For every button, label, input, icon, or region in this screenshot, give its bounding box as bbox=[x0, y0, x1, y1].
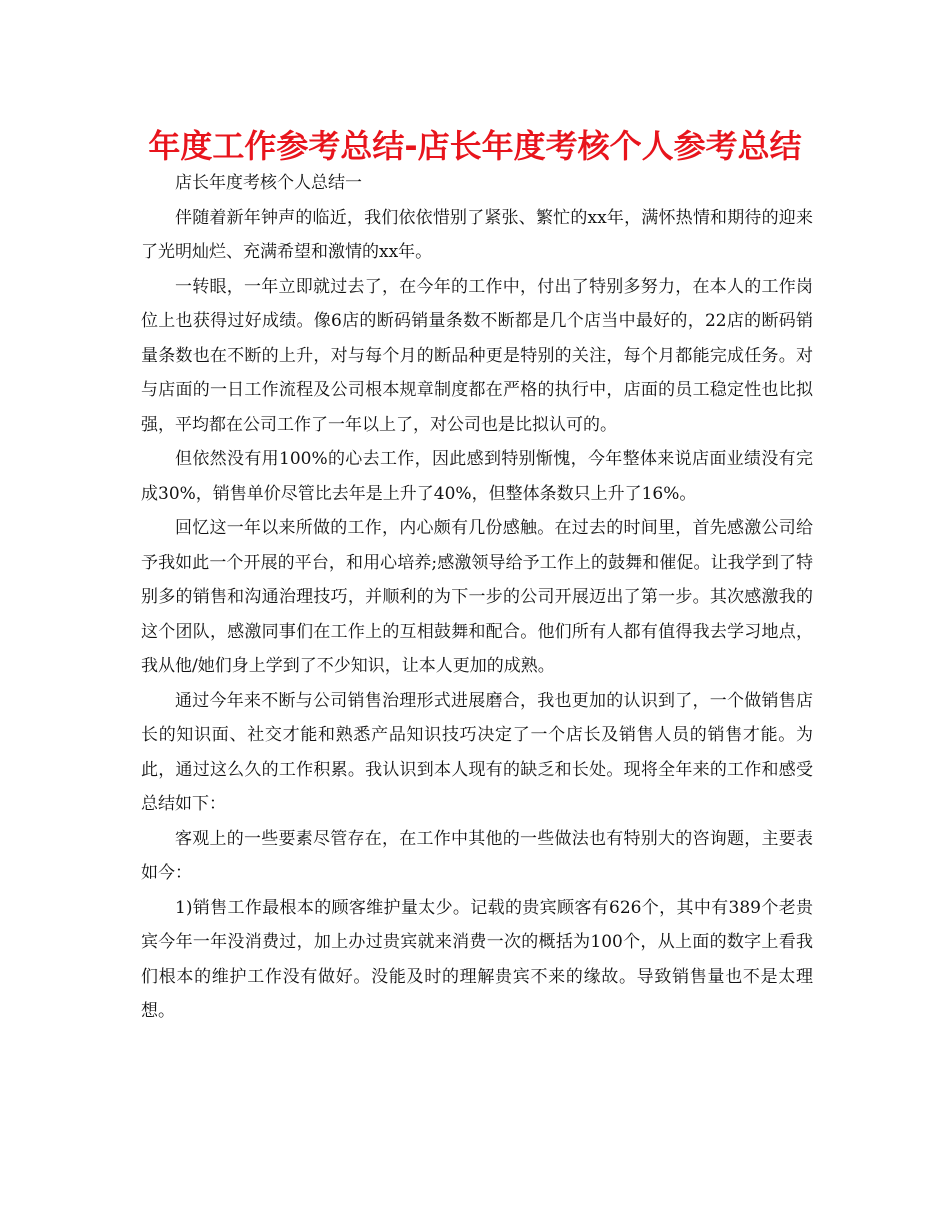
section-heading: 店长年度考核个人总结一 bbox=[175, 173, 362, 193]
list-item-paragraph: 1)销售工作最根本的顾客维护量太少。记载的贵宾顾客有626个，其中有389个老贵宾今年一年没消费过，加上办过贵宾就来消费一次的概括为100个，从上面的数字上看我们根本的维护工作没有做好。没能及时的理解贵宾不来的缘故。导致销售量也不是太理想。 bbox=[141, 897, 813, 1021]
paragraph: 伴随着新年钟声的临近，我们依依惜别了紧张、繁忙的xx年，满怀热情和期待的迎来了光明灿烂、充满希望和激情的xx年。 bbox=[141, 207, 813, 262]
paragraph: 通过今年来不断与公司销售治理形式进展磨合，我也更加的认识到了，一个做销售店长的知识面、社交才能和熟悉产品知识技巧决定了一个店长及销售人员的销售才能。为此，通过这么久的工作积累。我认识到本人现有的缺乏和长处。现将全年来的工作和感受总结如下： bbox=[141, 690, 813, 814]
paragraph: 但依然没有用100%的心去工作，因此感到特别惭愧，今年整体来说店面业绩没有完成30%，销售单价尽管比去年是上升了40%，但整体条数只上升了16%。 bbox=[141, 449, 813, 504]
paragraph: 回忆这一年以来所做的工作，内心颇有几份感触。在过去的时间里，首先感激公司给予我如此一个开展的平台，和用心培养;感激领导给予工作上的鼓舞和催促。让我学到了特别多的销售和沟通治理技巧，并顺利的为下一步的公司开展迈出了第一步。其次感激我的这个团队，感激同事们在工作上的互相鼓舞和配合。他们所有人都有值得我去学习地点，我从他/她们身上学到了不少知识，让本人更加的成熟。 bbox=[141, 518, 813, 676]
paragraph: 客观上的一些要素尽管存在，在工作中其他的一些做法也有特别大的咨询题，主要表如今： bbox=[141, 828, 813, 883]
document-body bbox=[141, 166, 813, 1029]
paragraph: 一转眼，一年立即就过去了，在今年的工作中，付出了特别多努力，在本人的工作岗位上也获得过好成绩。像6店的断码销量条数不断都是几个店当中最好的，22店的断码销量条数也在不断的上升，对与每个月的断品种更是特别的关注，每个月都能完成任务。对与店面的一日工作流程及公司根本规章制度都在严格的执行中，店面的员工稳定性也比拟强，平均都在公司工作了一年以上了，对公司也是比拟认可的。 bbox=[141, 276, 813, 435]
document-title: 年度工作参考总结-店长年度考核个人参考总结 bbox=[148, 127, 802, 165]
